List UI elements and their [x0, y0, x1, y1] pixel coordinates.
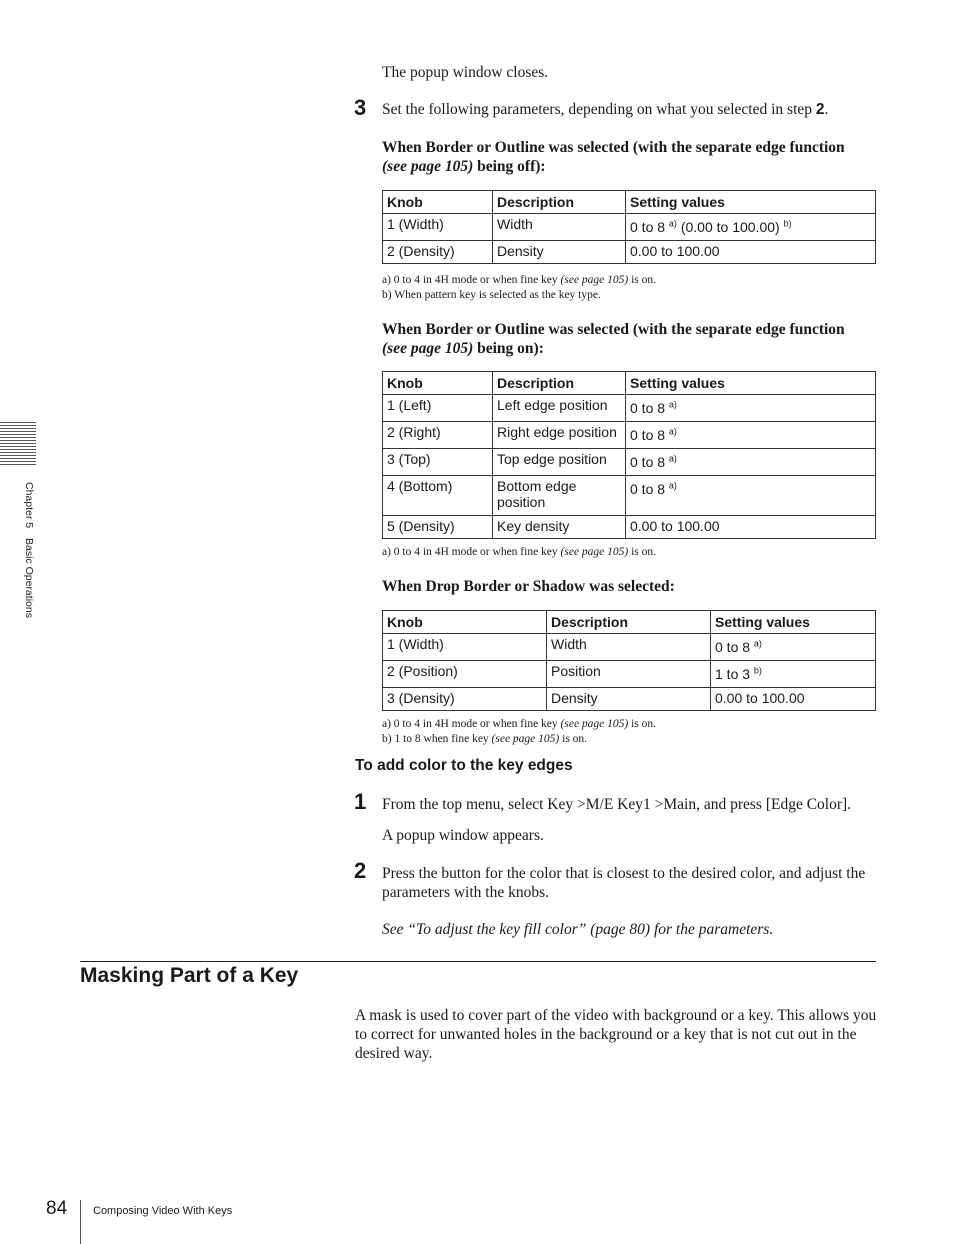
step-2-see-reference: See “To adjust the key fill color” (page 80) for the parameters.: [382, 921, 774, 938]
step-number-1: 1: [354, 789, 367, 814]
col-header-description: Description: [547, 611, 711, 634]
popup-closes-text: The popup window closes.: [382, 64, 549, 81]
step-2-text: Press the button for the color that is closest to the desired color, and adjust the parameters with the knobs.: [382, 865, 866, 901]
table-edge-on: [382, 371, 876, 539]
cell-knob: 2 (Right): [383, 422, 493, 449]
step-ref: 2: [815, 101, 825, 118]
cell-knob: 2 (Position): [383, 661, 547, 688]
col-header-knob: Knob: [383, 611, 547, 634]
running-title: Composing Video With Keys: [93, 1205, 233, 1217]
table-drop-border: [382, 610, 876, 711]
step-number-3: 3: [354, 95, 367, 120]
footnote-b: b) When pattern key is selected as the key type.: [382, 289, 601, 301]
table-row: [383, 422, 876, 449]
cell-knob: 1 (Left): [383, 395, 493, 422]
sidebar-tab-marker: [0, 422, 36, 468]
table-header-row: [383, 372, 876, 395]
table-row: [383, 449, 876, 476]
step-1-text: From the top menu, select Key >M/E Key1 >Main, and press [Edge Color].: [382, 796, 852, 813]
section-divider: [80, 961, 876, 962]
heading-edge-off: When Border or Outline was selected (with the separate edge function (see page 105) being off):: [382, 139, 845, 175]
cell-value: 0 to 8 $^{a)}$ (0.00 to 100.00) $^{b)}$: [626, 214, 876, 241]
cell-value: 0 to 8 $^{a)}$: [626, 395, 876, 422]
cell-value: 1 to 3 $^{b)}$: [711, 661, 876, 688]
table-edge-off: [382, 190, 876, 264]
cell-description: Top edge position: [493, 449, 626, 476]
step-3-text: Set the following parameters, depending on what you selected in step 2.: [382, 101, 829, 118]
col-header-description: Description: [493, 372, 626, 395]
table-row: [383, 688, 876, 711]
table-header-row: [383, 191, 876, 214]
col-header-knob: Knob: [383, 191, 493, 214]
cell-value: 0.00 to 100.00: [626, 241, 876, 264]
cell-description: Key density: [493, 516, 626, 539]
cell-description: Left edge position: [493, 395, 626, 422]
cell-description: Width: [493, 214, 626, 241]
chapter-side-tab: Chapter 5Basic Operations: [23, 482, 35, 619]
table-row: [383, 241, 876, 264]
cell-description: Position: [547, 661, 711, 688]
table-row: [383, 516, 876, 539]
cell-knob: 1 (Width): [383, 634, 547, 661]
footer-rule: [80, 1200, 81, 1244]
table-row: [383, 634, 876, 661]
table-row: [383, 395, 876, 422]
col-header-knob: Knob: [383, 372, 493, 395]
cell-description: Right edge position: [493, 422, 626, 449]
cell-value: 0 to 8 $^{a)}$: [626, 476, 876, 516]
cell-knob: 5 (Density): [383, 516, 493, 539]
step-number-2: 2: [354, 858, 367, 883]
footnote-a: a) 0 to 4 in 4H mode or when fine key (see page 105) is on.: [382, 274, 657, 286]
cell-description: Density: [547, 688, 711, 711]
section-title: Masking Part of a Key: [80, 964, 299, 987]
col-header-setting-values: Setting values: [711, 611, 876, 634]
cell-value: 0 to 8 $^{a)}$: [626, 449, 876, 476]
table-header-row: [383, 611, 876, 634]
cell-knob: 2 (Density): [383, 241, 493, 264]
cell-description: Width: [547, 634, 711, 661]
heading-edge-on: When Border or Outline was selected (with the separate edge function (see page 105) being on):: [382, 321, 845, 357]
cell-knob: 4 (Bottom): [383, 476, 493, 516]
col-header-setting-values: Setting values: [626, 372, 876, 395]
page-number: 84: [46, 1198, 68, 1219]
cell-knob: 3 (Top): [383, 449, 493, 476]
cell-knob: 1 (Width): [383, 214, 493, 241]
footnote-b: b) 1 to 8 when fine key (see page 105) is on.: [382, 733, 588, 745]
footnote-a: a) 0 to 4 in 4H mode or when fine key (see page 105) is on.: [382, 718, 657, 730]
step-1-result: A popup window appears.: [382, 827, 544, 844]
cell-knob: 3 (Density): [383, 688, 547, 711]
heading-drop-border: When Drop Border or Shadow was selected:: [382, 578, 675, 595]
cell-value: 0 to 8 $^{a)}$: [711, 634, 876, 661]
cell-value: 0.00 to 100.00: [711, 688, 876, 711]
page-ref: (see page 105): [382, 340, 474, 357]
table-row: [383, 661, 876, 688]
cell-value: 0.00 to 100.00: [626, 516, 876, 539]
page-ref: (see page 105): [382, 158, 474, 175]
cell-description: Bottom edge position: [493, 476, 626, 516]
cell-value: 0 to 8 $^{a)}$: [626, 422, 876, 449]
cell-description: Density: [493, 241, 626, 264]
col-header-description: Description: [493, 191, 626, 214]
add-color-heading: To add color to the key edges: [355, 757, 573, 774]
masking-body: A mask is used to cover part of the video with background or a key. This allows you to correct for unwanted holes in the background or a key that is not cut out in the desired way.: [355, 1007, 877, 1062]
footnote-a: a) 0 to 4 in 4H mode or when fine key (see page 105) is on.: [382, 546, 657, 558]
col-header-setting-values: Setting values: [626, 191, 876, 214]
table-row: [383, 214, 876, 241]
table-row: [383, 476, 876, 516]
